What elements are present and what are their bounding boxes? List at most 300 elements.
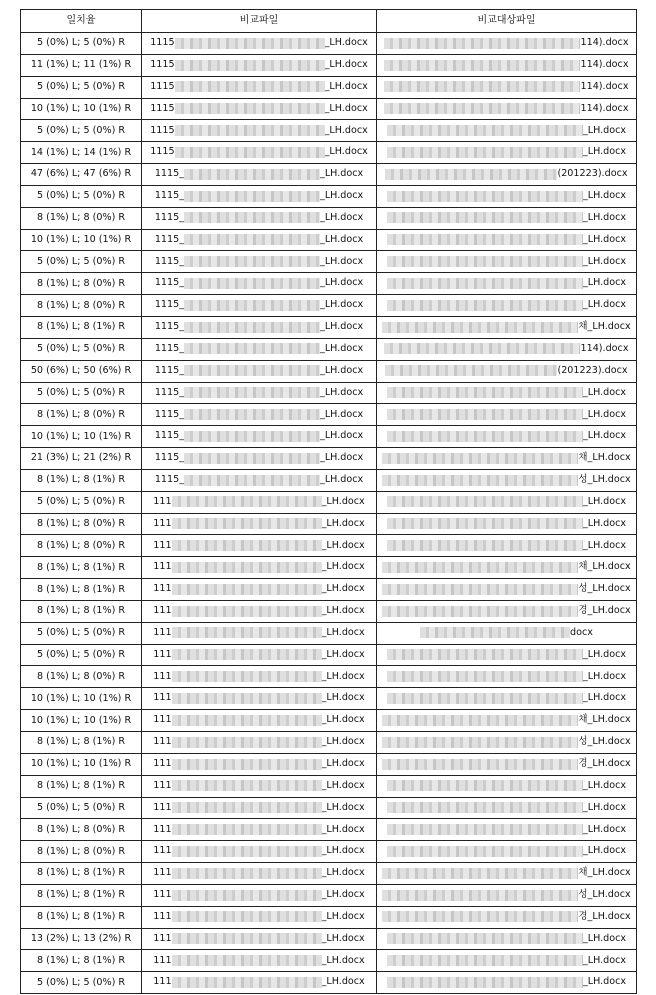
target-file-cell [377, 164, 637, 186]
target-file-suffix: _LH.docx [582, 277, 627, 289]
match-rate-cell: 8 (1%) L; 8 (0%) R [21, 841, 142, 863]
redacted-filename [382, 453, 578, 464]
table-row [21, 600, 637, 622]
redacted-filename [175, 125, 325, 136]
match-rate-cell: 5 (0%) L; 5 (0%) R [21, 491, 142, 513]
match-rate-cell: 8 (1%) L; 8 (1%) R [21, 884, 142, 906]
compare-file-prefix: 111 [153, 758, 172, 770]
compare-file-prefix: 111 [153, 692, 172, 704]
target-file-suffix: _LH.docx [582, 954, 627, 966]
compare-file-cell [142, 535, 377, 557]
compare-file-prefix: 1115_ [154, 342, 185, 354]
compare-file-prefix: 111 [153, 823, 172, 835]
target-file-cell [377, 142, 637, 164]
table-row [21, 76, 637, 98]
table-row [21, 295, 637, 317]
target-file-cell [377, 535, 637, 557]
table-row [21, 513, 637, 535]
redacted-filename [387, 234, 583, 245]
target-file-cell [377, 688, 637, 710]
compare-file-prefix: 111 [153, 867, 172, 879]
compare-file-prefix: 1115_ [154, 211, 185, 223]
target-file-suffix: docx [570, 626, 593, 638]
target-file-cell [377, 928, 637, 950]
match-rate-cell: 8 (1%) L; 8 (1%) R [21, 732, 142, 754]
redacted-filename [385, 169, 557, 180]
header-match-rate: 일치율 [21, 10, 142, 33]
redacted-filename [184, 212, 320, 223]
compare-file-prefix: 1115_ [154, 168, 185, 180]
target-file-suffix: 성_LH.docx [578, 889, 631, 901]
target-file-suffix: _LH.docx [582, 146, 627, 158]
target-file-cell [377, 863, 637, 885]
redacted-filename [172, 693, 322, 704]
compare-file-cell [142, 448, 377, 470]
redacted-filename [387, 212, 583, 223]
table-row [21, 535, 637, 557]
table-row [21, 710, 637, 732]
match-rate-cell: 5 (0%) L; 5 (0%) R [21, 251, 142, 273]
target-file-cell [377, 185, 637, 207]
redacted-filename [382, 475, 578, 486]
compare-file-prefix: 1115_ [154, 299, 185, 311]
compare-file-suffix: _LH.docx [321, 583, 365, 595]
table-row [21, 273, 637, 295]
target-file-cell [377, 251, 637, 273]
table-row [21, 775, 637, 797]
table-row [21, 666, 637, 688]
table-row [21, 819, 637, 841]
table-row [21, 753, 637, 775]
target-file-suffix: 114).docx [580, 342, 629, 354]
target-file-cell [377, 884, 637, 906]
compare-file-suffix: _LH.docx [321, 954, 365, 966]
compare-file-suffix: _LH.docx [321, 932, 365, 944]
comparison-table [20, 9, 637, 994]
match-rate-cell: 8 (1%) L; 8 (1%) R [21, 579, 142, 601]
compare-file-cell [142, 273, 377, 295]
redacted-filename [384, 81, 580, 92]
compare-file-prefix: 1115_ [154, 430, 185, 442]
target-file-suffix: _LH.docx [582, 779, 627, 791]
compare-file-prefix: 111 [153, 954, 172, 966]
target-file-cell [377, 841, 637, 863]
compare-file-cell [142, 644, 377, 666]
match-rate-cell: 14 (1%) L; 14 (1%) R [21, 142, 142, 164]
redacted-filename [172, 802, 322, 813]
compare-file-cell [142, 33, 377, 55]
compare-file-cell [142, 557, 377, 579]
compare-file-cell [142, 884, 377, 906]
compare-file-prefix: 111 [153, 932, 172, 944]
redacted-filename [172, 977, 322, 988]
redacted-filename [184, 191, 320, 202]
compare-file-cell [142, 950, 377, 972]
compare-file-suffix: _LH.docx [320, 233, 364, 245]
compare-file-prefix: 1115_ [154, 408, 185, 420]
redacted-filename [387, 693, 583, 704]
compare-file-prefix: 111 [153, 779, 172, 791]
redacted-filename [172, 780, 322, 791]
redacted-filename [387, 780, 583, 791]
target-file-suffix: 채_LH.docx [578, 561, 631, 573]
compare-file-cell [142, 142, 377, 164]
match-rate-cell: 8 (1%) L; 8 (1%) R [21, 469, 142, 491]
match-rate-cell: 10 (1%) L; 10 (1%) R [21, 688, 142, 710]
compare-file-cell [142, 579, 377, 601]
match-rate-cell: 47 (6%) L; 47 (6%) R [21, 164, 142, 186]
compare-file-cell [142, 710, 377, 732]
compare-file-cell [142, 513, 377, 535]
match-rate-cell: 10 (1%) L; 10 (1%) R [21, 753, 142, 775]
target-file-cell [377, 33, 637, 55]
compare-file-suffix: _LH.docx [320, 474, 364, 486]
compare-file-prefix: 1115_ [154, 452, 185, 464]
redacted-filename [184, 169, 320, 180]
redacted-filename [382, 322, 578, 333]
compare-file-suffix: _LH.docx [324, 146, 368, 158]
match-rate-cell: 8 (1%) L; 8 (0%) R [21, 295, 142, 317]
compare-file-prefix: 1115_ [154, 233, 185, 245]
table-row [21, 732, 637, 754]
compare-file-suffix: _LH.docx [320, 299, 364, 311]
target-file-suffix: 채_LH.docx [578, 452, 631, 464]
compare-file-prefix: 1115 [150, 102, 175, 114]
redacted-filename [385, 365, 557, 376]
match-rate-cell: 5 (0%) L; 5 (0%) R [21, 644, 142, 666]
match-rate-cell: 8 (1%) L; 8 (1%) R [21, 863, 142, 885]
target-file-cell [377, 622, 637, 644]
target-file-suffix: (201223).docx [557, 364, 628, 376]
compare-file-cell [142, 797, 377, 819]
compare-file-suffix: _LH.docx [321, 758, 365, 770]
redacted-filename [184, 234, 320, 245]
match-rate-cell: 8 (1%) L; 8 (0%) R [21, 273, 142, 295]
table-row [21, 972, 637, 994]
table-row [21, 98, 637, 120]
redacted-filename [387, 802, 583, 813]
compare-file-cell [142, 775, 377, 797]
compare-file-suffix: _LH.docx [320, 211, 364, 223]
redacted-filename [420, 627, 570, 638]
redacted-filename [387, 409, 583, 420]
redacted-filename [387, 933, 583, 944]
redacted-filename [172, 824, 322, 835]
match-rate-cell: 8 (1%) L; 8 (1%) R [21, 316, 142, 338]
target-file-suffix: _LH.docx [582, 692, 627, 704]
redacted-filename [172, 759, 322, 770]
table-row [21, 491, 637, 513]
redacted-filename [387, 191, 583, 202]
compare-file-cell [142, 360, 377, 382]
redacted-filename [387, 125, 583, 136]
redacted-filename [172, 933, 322, 944]
header-target-file: 비교대상파일 [377, 10, 637, 33]
redacted-filename [184, 475, 320, 486]
redacted-filename [387, 147, 583, 158]
compare-file-suffix: _LH.docx [320, 255, 364, 267]
redacted-filename [175, 103, 325, 114]
compare-file-cell [142, 229, 377, 251]
redacted-filename [172, 911, 322, 922]
target-file-suffix: 성_LH.docx [578, 736, 631, 748]
redacted-filename [382, 584, 578, 595]
redacted-filename [387, 256, 583, 267]
match-rate-cell: 5 (0%) L; 5 (0%) R [21, 338, 142, 360]
compare-file-prefix: 1115_ [154, 474, 185, 486]
compare-file-cell [142, 753, 377, 775]
compare-file-suffix: _LH.docx [321, 976, 365, 988]
compare-file-suffix: _LH.docx [321, 801, 365, 813]
table-row [21, 142, 637, 164]
compare-file-prefix: 1115 [150, 59, 175, 71]
target-file-suffix: 채_LH.docx [578, 714, 631, 726]
redacted-filename [184, 365, 320, 376]
compare-file-cell [142, 819, 377, 841]
compare-file-suffix: _LH.docx [321, 626, 365, 638]
compare-file-prefix: 1115 [150, 146, 175, 158]
table-row [21, 229, 637, 251]
target-file-cell [377, 950, 637, 972]
target-file-suffix: (201223).docx [557, 168, 628, 180]
compare-file-prefix: 111 [153, 910, 172, 922]
table-row [21, 54, 637, 76]
target-file-cell [377, 120, 637, 142]
target-file-cell [377, 338, 637, 360]
redacted-filename [384, 38, 580, 49]
target-file-suffix: _LH.docx [582, 495, 627, 507]
redacted-filename [175, 38, 325, 49]
table-row [21, 950, 637, 972]
table-row [21, 185, 637, 207]
compare-file-suffix: _LH.docx [321, 561, 365, 573]
redacted-filename [382, 911, 578, 922]
compare-file-prefix: 1115_ [154, 386, 185, 398]
match-rate-cell: 21 (3%) L; 21 (2%) R [21, 448, 142, 470]
redacted-filename [172, 562, 322, 573]
match-rate-cell: 13 (2%) L; 13 (2%) R [21, 928, 142, 950]
redacted-filename [387, 496, 583, 507]
match-rate-cell: 10 (1%) L; 10 (1%) R [21, 426, 142, 448]
redacted-filename [172, 606, 322, 617]
target-file-cell [377, 295, 637, 317]
compare-file-prefix: 111 [153, 626, 172, 638]
compare-file-prefix: 111 [153, 539, 172, 551]
compare-file-prefix: 111 [153, 976, 172, 988]
compare-file-cell [142, 491, 377, 513]
compare-file-cell [142, 688, 377, 710]
redacted-filename [387, 846, 583, 857]
redacted-filename [387, 278, 583, 289]
compare-file-cell [142, 382, 377, 404]
redacted-filename [387, 387, 583, 398]
target-file-suffix: 114).docx [580, 59, 629, 71]
compare-file-suffix: _LH.docx [321, 845, 365, 857]
compare-file-suffix: _LH.docx [321, 736, 365, 748]
compare-file-suffix: _LH.docx [320, 364, 364, 376]
compare-file-prefix: 1115 [150, 37, 175, 49]
compare-file-suffix: _LH.docx [321, 495, 365, 507]
target-file-cell [377, 360, 637, 382]
compare-file-prefix: 111 [153, 648, 172, 660]
redacted-filename [172, 715, 322, 726]
compare-file-prefix: 111 [153, 801, 172, 813]
target-file-suffix: 114).docx [580, 102, 629, 114]
redacted-filename [382, 868, 578, 879]
redacted-filename [172, 671, 322, 682]
compare-file-cell [142, 98, 377, 120]
target-file-cell [377, 426, 637, 448]
compare-file-prefix: 111 [153, 845, 172, 857]
match-rate-cell: 10 (1%) L; 10 (1%) R [21, 710, 142, 732]
target-file-cell [377, 666, 637, 688]
redacted-filename [172, 627, 322, 638]
compare-file-cell [142, 404, 377, 426]
table-row [21, 469, 637, 491]
match-rate-cell: 50 (6%) L; 50 (6%) R [21, 360, 142, 382]
match-rate-cell: 5 (0%) L; 5 (0%) R [21, 33, 142, 55]
target-file-cell [377, 404, 637, 426]
target-file-suffix: 114).docx [580, 37, 629, 49]
table-row [21, 316, 637, 338]
redacted-filename [387, 955, 583, 966]
target-file-suffix: 채_LH.docx [578, 321, 631, 333]
redacted-filename [172, 496, 322, 507]
redacted-filename [382, 737, 578, 748]
target-file-cell [377, 469, 637, 491]
table-row [21, 33, 637, 55]
compare-file-suffix: _LH.docx [320, 342, 364, 354]
target-file-cell [377, 644, 637, 666]
table-body [21, 33, 637, 994]
table-row [21, 622, 637, 644]
redacted-filename [172, 890, 322, 901]
compare-file-prefix: 111 [153, 736, 172, 748]
target-file-cell [377, 600, 637, 622]
target-file-suffix: _LH.docx [582, 233, 627, 245]
compare-file-suffix: _LH.docx [324, 102, 368, 114]
match-rate-cell: 10 (1%) L; 10 (1%) R [21, 98, 142, 120]
compare-file-cell [142, 469, 377, 491]
compare-file-cell [142, 338, 377, 360]
compare-file-suffix: _LH.docx [320, 452, 364, 464]
table-row [21, 928, 637, 950]
compare-file-cell [142, 622, 377, 644]
compare-file-cell [142, 666, 377, 688]
redacted-filename [172, 846, 322, 857]
match-rate-cell: 5 (0%) L; 5 (0%) R [21, 185, 142, 207]
target-file-suffix: _LH.docx [582, 648, 627, 660]
compare-file-suffix: _LH.docx [321, 823, 365, 835]
target-file-suffix: _LH.docx [582, 255, 627, 267]
target-file-cell [377, 448, 637, 470]
match-rate-cell: 8 (1%) L; 8 (0%) R [21, 819, 142, 841]
match-rate-cell: 8 (1%) L; 8 (1%) R [21, 600, 142, 622]
compare-file-prefix: 111 [153, 495, 172, 507]
table-row [21, 688, 637, 710]
compare-file-suffix: _LH.docx [321, 517, 365, 529]
table-row [21, 579, 637, 601]
match-rate-cell: 8 (1%) L; 8 (0%) R [21, 535, 142, 557]
compare-file-cell [142, 972, 377, 994]
table-row [21, 884, 637, 906]
compare-file-cell [142, 120, 377, 142]
redacted-filename [382, 562, 578, 573]
match-rate-cell: 5 (0%) L; 5 (0%) R [21, 797, 142, 819]
compare-file-suffix: _LH.docx [321, 648, 365, 660]
match-rate-cell: 8 (1%) L; 8 (0%) R [21, 207, 142, 229]
target-file-suffix: _LH.docx [582, 976, 627, 988]
target-file-cell [377, 229, 637, 251]
target-file-cell [377, 98, 637, 120]
compare-file-suffix: _LH.docx [324, 37, 368, 49]
match-rate-cell: 5 (0%) L; 5 (0%) R [21, 120, 142, 142]
compare-file-suffix: _LH.docx [321, 670, 365, 682]
target-file-suffix: _LH.docx [582, 539, 627, 551]
table-row [21, 338, 637, 360]
compare-file-prefix: 111 [153, 561, 172, 573]
table-row [21, 120, 637, 142]
target-file-cell [377, 972, 637, 994]
match-rate-cell: 8 (1%) L; 8 (0%) R [21, 666, 142, 688]
table-row [21, 557, 637, 579]
table-row [21, 207, 637, 229]
target-file-suffix: _LH.docx [582, 932, 627, 944]
target-file-cell [377, 513, 637, 535]
redacted-filename [387, 300, 583, 311]
target-file-cell [377, 273, 637, 295]
table-row [21, 426, 637, 448]
match-rate-cell: 8 (1%) L; 8 (1%) R [21, 906, 142, 928]
table-row [21, 797, 637, 819]
compare-file-prefix: 1115 [150, 124, 175, 136]
table-row [21, 382, 637, 404]
match-rate-cell: 5 (0%) L; 5 (0%) R [21, 76, 142, 98]
redacted-filename [172, 737, 322, 748]
target-file-suffix: _LH.docx [582, 845, 627, 857]
match-rate-cell: 8 (1%) L; 8 (1%) R [21, 557, 142, 579]
compare-file-cell [142, 76, 377, 98]
compare-file-suffix: _LH.docx [320, 386, 364, 398]
target-file-cell [377, 491, 637, 513]
compare-file-cell [142, 600, 377, 622]
compare-file-suffix: _LH.docx [321, 779, 365, 791]
compare-file-cell [142, 906, 377, 928]
redacted-filename [172, 540, 322, 551]
redacted-filename [382, 890, 578, 901]
compare-file-suffix: _LH.docx [324, 80, 368, 92]
compare-file-prefix: 1115 [150, 80, 175, 92]
compare-file-suffix: _LH.docx [321, 910, 365, 922]
target-file-suffix: _LH.docx [582, 517, 627, 529]
target-file-suffix: _LH.docx [582, 430, 627, 442]
compare-file-cell [142, 316, 377, 338]
compare-file-suffix: _LH.docx [321, 605, 365, 617]
compare-file-suffix: _LH.docx [321, 714, 365, 726]
compare-file-suffix: _LH.docx [320, 430, 364, 442]
target-file-suffix: 경_LH.docx [578, 605, 631, 617]
target-file-suffix: 경_LH.docx [578, 758, 631, 770]
redacted-filename [387, 431, 583, 442]
redacted-filename [172, 518, 322, 529]
target-file-suffix: 114).docx [580, 80, 629, 92]
target-file-suffix: 채_LH.docx [578, 867, 631, 879]
target-file-cell [377, 54, 637, 76]
redacted-filename [382, 759, 578, 770]
redacted-filename [172, 584, 322, 595]
compare-file-suffix: _LH.docx [324, 124, 368, 136]
target-file-suffix: _LH.docx [582, 299, 627, 311]
